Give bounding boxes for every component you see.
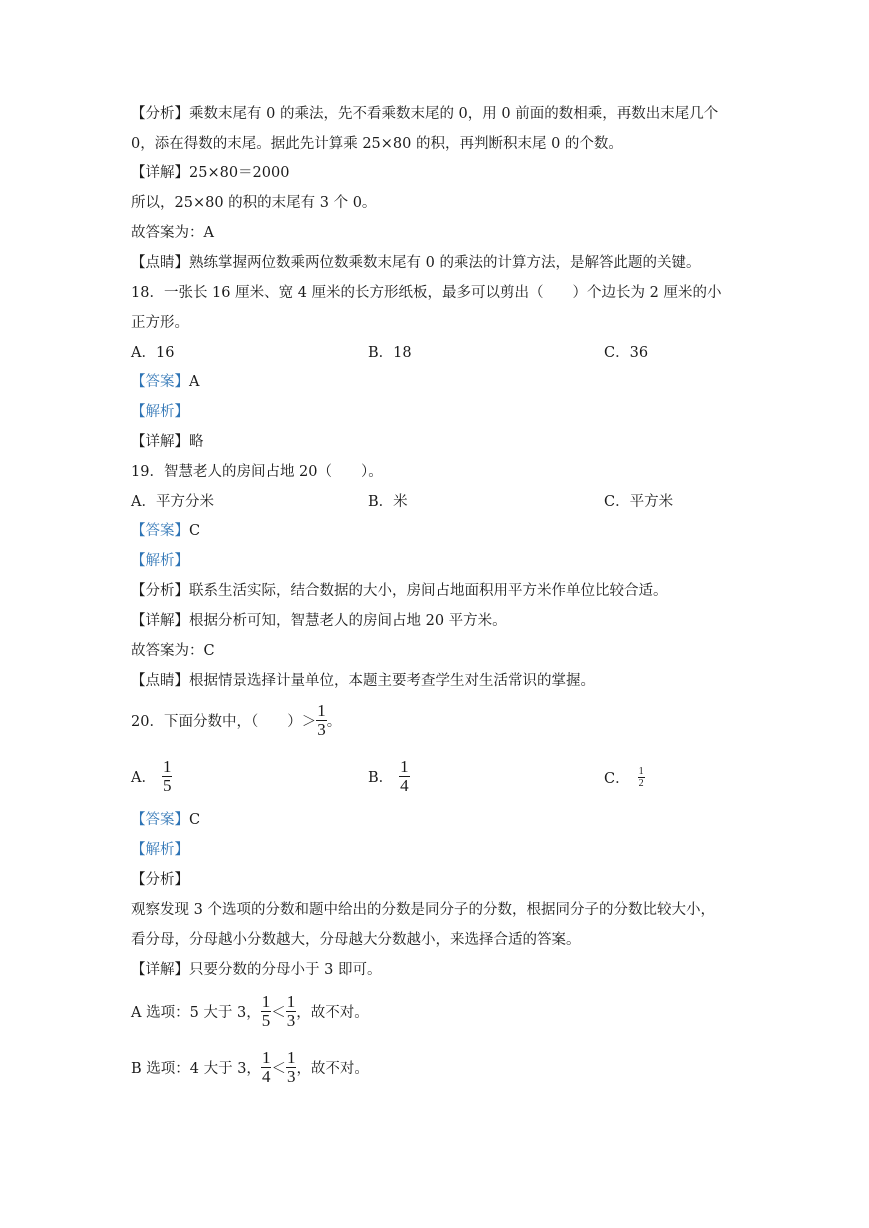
q20-option-b [368, 758, 410, 795]
q19-analysis: 【分析】联系生活实际，结合数据的大小，房间占地面积用平方米作单位比较合适。 [131, 583, 668, 599]
fraction-one-fifth: $\frac{1}{5}$ [261, 992, 271, 1030]
q19-explanation-label: 【解析】 [131, 553, 189, 569]
q19-detail: 【详解】根据分析可知，智慧老人的房间占地 20 平方米。 [131, 613, 507, 629]
fraction-one-third: $\frac{1}{3}$ [317, 701, 326, 739]
q20-analysis-label: 【分析】 [131, 872, 189, 888]
q20-answer [131, 810, 200, 830]
q18-option-b: B．18 [368, 345, 412, 361]
fraction-one-third: $\frac{1}{3}$ [286, 1048, 296, 1086]
key-point-line: 【点睛】熟练掌握两位数乘两位数乘数末尾有 0 的乘法的计算方法，是解答此题的关键。 [131, 255, 701, 271]
answer-value: C [189, 812, 201, 828]
question-19: 19．智慧老人的房间占地 20（ ）。 [131, 464, 383, 480]
q20-option-c [604, 766, 645, 789]
q20-option-b-check: B 选项：4 大于 3， $\frac{1}{4}$ ＜ $\frac{1}{3}$ ，故不对。 [131, 1048, 369, 1086]
q19-answer [131, 521, 200, 541]
q18-option-c: C．36 [604, 345, 649, 361]
less-than-sign: ＜ [271, 1061, 286, 1077]
q18-detail: 【详解】略 [131, 434, 204, 450]
q19-final-answer: 故答案为：C [131, 643, 215, 659]
q19-option-c: C．平方米 [604, 494, 674, 510]
option-letter: A． [131, 770, 156, 786]
question-18-line-1: 18．一张长 16 厘米、宽 4 厘米的长方形纸板，最多可以剪出（ ）个边长为 2 厘米的小 [131, 285, 722, 301]
fraction-one-fourth: $\frac{1}{4}$ [400, 757, 409, 795]
q20-text: 20．下面分数中，（ ）＞ [131, 714, 317, 730]
q19-option-a: A．平方分米 [131, 494, 214, 510]
q20-period: 。 [326, 714, 342, 730]
answer-line: 故答案为：A [131, 225, 214, 241]
fraction-one-third: $\frac{1}{3}$ [286, 992, 296, 1030]
answer-value: A [189, 374, 200, 390]
q20-observation-2: 看分母，分母越小分数越大，分母越大分数越小，来选择合适的答案。 [131, 932, 581, 948]
q18-explanation-label: 【解析】 [131, 404, 189, 420]
q20-explanation-label: 【解析】 [131, 842, 189, 858]
q18-answer [131, 372, 199, 392]
q20-detail: 【详解】只要分数的分母小于 3 即可。 [131, 962, 382, 978]
answer-value: C [189, 523, 201, 539]
q18-option-a: A．16 [131, 345, 175, 361]
conclusion-line: 所以，25×80 的积的末尾有 3 个 0。 [131, 195, 377, 211]
option-letter: C． [604, 771, 630, 787]
fraction-one-fourth: $\frac{1}{4}$ [261, 1048, 271, 1086]
question-18-line-2: 正方形。 [131, 315, 189, 331]
question-20 [131, 702, 341, 739]
q20-option-a-check: A 选项：5 大于 3， $\frac{1}{5}$ ＜ $\frac{1}{3}$ ，故不对。 [131, 992, 369, 1030]
q19-option-b: B．米 [368, 494, 408, 510]
less-than-sign: ＜ [271, 1005, 286, 1021]
fraction-one-fifth: $\frac{1}{5}$ [162, 757, 172, 795]
answer-label: 【答案】 [131, 374, 189, 390]
analysis-line-2: 0，添在得数的末尾。据此先计算乘 25×80 的积，再判断积末尾 0 的个数。 [131, 136, 623, 152]
detail-line: 【详解】25×80＝2000 [131, 165, 290, 181]
option-letter: B． [368, 770, 394, 786]
answer-label: 【答案】 [131, 523, 189, 539]
answer-label: 【答案】 [131, 812, 189, 828]
analysis-line-1: 【分析】乘数末尾有 0 的乘法，先不看乘数末尾的 0，用 0 前面的数相乘，再数出末尾几个 [131, 106, 719, 122]
fraction-one-half: $\frac{1}{2}$ [638, 766, 644, 789]
q20-option-a [131, 758, 172, 795]
q19-key-point: 【点睛】根据情景选择计量单位，本题主要考查学生对生活常识的掌握。 [131, 673, 595, 689]
q20-observation-1: 观察发现 3 个选项的分数和题中给出的分数是同分子的分数，根据同分子的分数比较大小， [131, 902, 715, 918]
